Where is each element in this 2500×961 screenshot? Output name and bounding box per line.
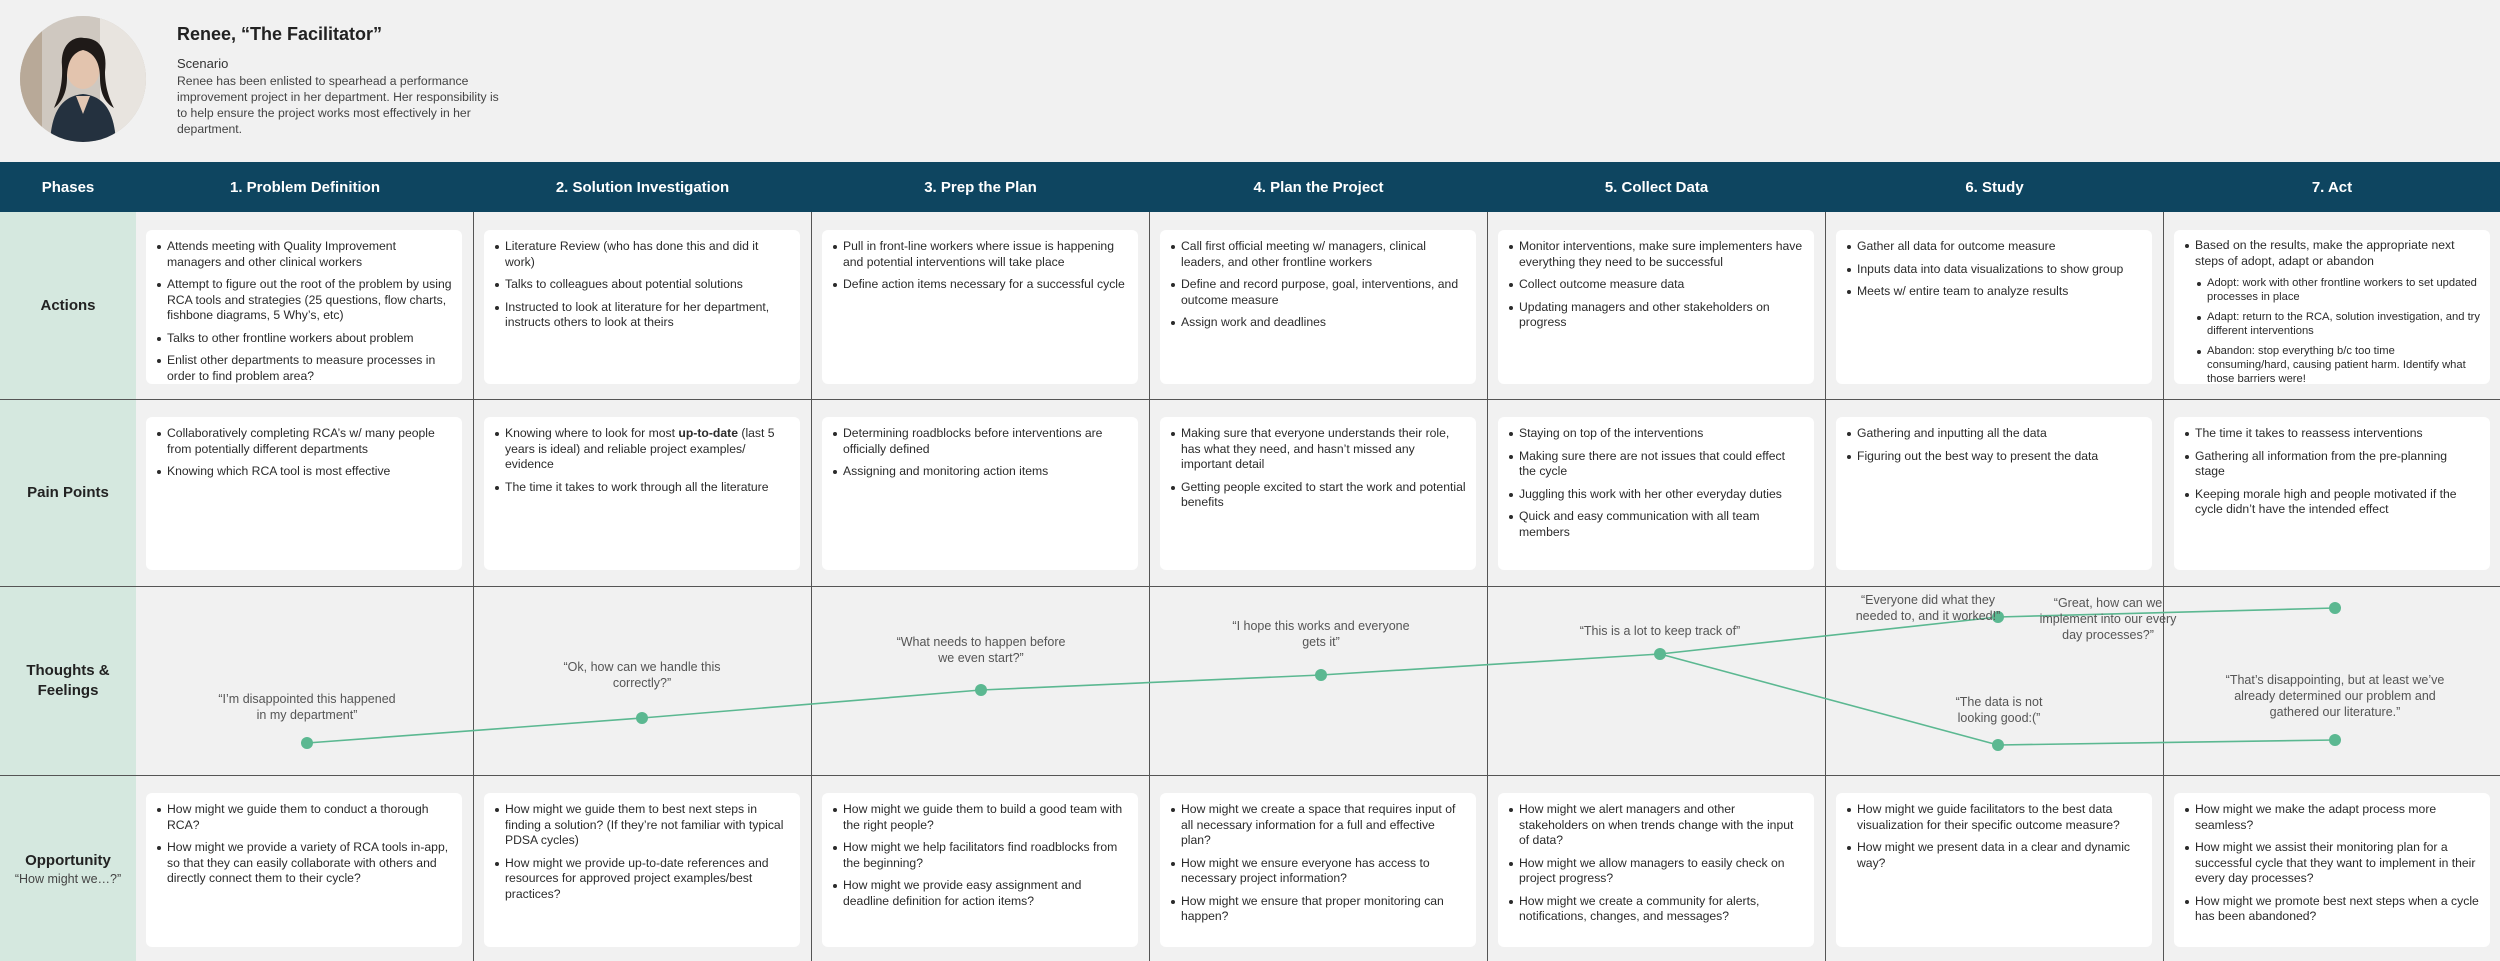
thoughts-label-line1: Thoughts & [26, 662, 110, 679]
list-item: How might we provide a variety of RCA tools in-app, so that they can easily collaborate with others and directly connect them to their cycle? [156, 840, 452, 887]
list-item: Figuring out the best way to present the data [1846, 449, 2142, 465]
opportunity-card-phase-2 [484, 793, 800, 947]
emotion-point [975, 684, 987, 696]
list-item: How might we help facilitators find roadblocks from the beginning? [832, 840, 1128, 871]
phase-5-header: 5. Collect Data [1604, 178, 1709, 196]
actions-card-phase-6 [1836, 230, 2152, 384]
phase-2-header: 2. Solution Investigation [555, 178, 730, 196]
persona-header [0, 0, 2500, 162]
list-item: How might we allow managers to easily check on project progress? [1508, 856, 1804, 887]
list-item: Juggling this work with her other everyday duties [1508, 487, 1804, 503]
opportunity-card-phase-6 [1836, 793, 2152, 947]
phase-header-row [0, 162, 2500, 212]
pain-card-phase-7 [2174, 417, 2490, 570]
list-item: How might we alert managers and other stakeholders on when trends change with the input of data? [1508, 802, 1804, 849]
actions-card-phase-2 [484, 230, 800, 384]
pain-card-phase-5 [1498, 417, 1814, 570]
persona-name: Renee, “The Facilitator” [177, 24, 383, 44]
list-item: Define action items necessary for a successful cycle [832, 277, 1128, 293]
list-item: Pull in front-line workers where issue is happening and potential interventions will take place [832, 239, 1128, 270]
list-item: Gather all data for outcome measure [1846, 239, 2142, 255]
list-item: Inputs data into data visualizations to show group [1846, 262, 2142, 278]
emotion-point [636, 712, 648, 724]
list-item: Literature Review (who has done this and did it work) [494, 239, 790, 270]
list-item: How might we guide them to best next steps in finding a solution? (If they’re not familiar with typical PDSA cycles) [494, 802, 790, 849]
scenario-text: Renee has been enlisted to spearhead a performance improvement project in her department. Her responsibility is to help ensure the project works most effectively in her department. [177, 74, 499, 136]
list-item: Getting people excited to start the work and potential benefits [1170, 480, 1466, 511]
list-subitem-abandon: Abandon: stop everything b/c too time consuming/hard, causing patient harm. Identify what those barriers were! [2196, 344, 2480, 386]
pain-text-before: Knowing where to look for most [505, 426, 679, 440]
pain-card-phase-6 [1836, 417, 2152, 570]
list-item: Updating managers and other stakeholders on progress [1508, 300, 1804, 331]
thought-quote-phase-2: “Ok, how can we handle this correctly?” [563, 660, 721, 690]
list-item: Call first official meeting w/ managers, clinical leaders, and other frontline workers [1170, 239, 1466, 270]
pain-card-phase-2 [484, 417, 800, 570]
thought-quote-phase-7-negative: “That’s disappointing, but at least we’ve already determined our problem and gathered our literature.” [2225, 673, 2445, 719]
thought-quote-phase-7-positive: “Great, how can we implement into our every day processes?” [2039, 596, 2177, 642]
list-subitem-adapt: Adapt: return to the RCA, solution investigation, and try different interventions [2196, 310, 2480, 338]
row-label-thoughts [0, 587, 136, 775]
list-item: Collect outcome measure data [1508, 277, 1804, 293]
grid-divider [0, 775, 2500, 776]
pain-points-label: Pain Points [27, 484, 109, 501]
list-item: How might we guide facilitators to the best data visualization for their specific outcome measure? [1846, 802, 2142, 833]
emotion-point [1315, 669, 1327, 681]
list-item: Determining roadblocks before interventions are officially defined [832, 426, 1128, 457]
avatar-image [20, 16, 146, 142]
list-item: How might we make the adapt process more seamless? [2184, 802, 2480, 833]
emotion-point [1992, 739, 2004, 751]
list-item: How might we present data in a clear and dynamic way? [1846, 840, 2142, 871]
list-item: How might we create a community for alerts, notifications, changes, and messages? [1508, 894, 1804, 925]
phases-label: Phases [41, 178, 95, 196]
actions-card-phase-5 [1498, 230, 1814, 384]
list-item: Making sure there are not issues that could effect the cycle [1508, 449, 1804, 480]
list-item: Making sure that everyone understands their role, has what they need, and hasn’t missed any important detail [1170, 426, 1466, 473]
actions-card-phase-4 [1160, 230, 1476, 384]
list-item: Attends meeting with Quality Improvement managers and other clinical workers [156, 239, 452, 270]
emotion-line-segment [1660, 654, 1998, 745]
list-item: Staying on top of the interventions [1508, 426, 1804, 442]
list-item: Attempt to figure out the root of the problem by using RCA tools and strategies (25 questions, flow charts, fishbone diagrams, 5 Why’s, etc) [156, 277, 452, 324]
pain-text-bold: up-to-date [678, 426, 738, 440]
list-item: Talks to colleagues about potential solutions [494, 277, 790, 293]
list-item: How might we promote best next steps when a cycle has been abandoned? [2184, 894, 2480, 925]
opportunity-card-phase-7 [2174, 793, 2490, 947]
list-item: The time it takes to work through all the literature [494, 480, 790, 496]
list-item: Gathering all information from the pre-planning stage [2184, 449, 2480, 480]
thought-quote-phase-3: “What needs to happen before we even start?” [896, 635, 1066, 665]
row-label-pain-points [0, 400, 136, 586]
actions-label: Actions [40, 296, 96, 314]
row-label-opportunity [0, 776, 136, 961]
emotion-line-segment [1321, 654, 1660, 675]
pain-text-after: (last 5 years is ideal) and reliable project examples/ evidence [505, 426, 775, 471]
phase-6-header: 6. Study [1965, 178, 2024, 196]
pain-card-phase-4 [1160, 417, 1476, 570]
list-subitem-adopt: Adopt: work with other frontline workers to set updated processes in place [2196, 276, 2480, 304]
scenario-label: Scenario [177, 56, 229, 71]
list-item: How might we create a space that requires input of all necessary information for a full and effective plan? [1170, 802, 1466, 849]
pain-card-phase-3 [822, 417, 1138, 570]
avatar [20, 16, 146, 142]
list-item: How might we assist their monitoring plan for a successful cycle that they want to implement in their every day processes? [2184, 840, 2480, 887]
opportunity-sublabel: “How might we…?” [14, 871, 122, 886]
list-item: Assign work and deadlines [1170, 315, 1466, 331]
list-item: Gathering and inputting all the data [1846, 426, 2142, 442]
emotion-line-segment [1998, 740, 2335, 745]
opportunity-label: Opportunity [25, 851, 111, 869]
thought-quote-phase-1: “I’m disappointed this happened in my department” [218, 692, 396, 722]
list-item: Define and record purpose, goal, interventions, and outcome measure [1170, 277, 1466, 308]
list-item: How might we provide easy assignment and deadline definition for action items? [832, 878, 1128, 909]
thought-quote-phase-5: “This is a lot to keep track of” [1579, 624, 1741, 638]
emotion-line-segment [981, 675, 1321, 690]
emotion-point [1654, 648, 1666, 660]
list-item: How might we ensure that proper monitoring can happen? [1170, 894, 1466, 925]
actions-card-phase-7 [2174, 230, 2490, 384]
list-item: Knowing which RCA tool is most effective [156, 464, 452, 480]
list-item [494, 426, 790, 473]
opportunity-card-phase-3 [822, 793, 1138, 947]
list-item: Talks to other frontline workers about problem [156, 331, 452, 347]
list-item: Based on the results, make the appropriate next steps of adopt, adapt or abandon [2184, 238, 2480, 269]
opportunity-card-phase-4 [1160, 793, 1476, 947]
list-item: Collaboratively completing RCA’s w/ many people from potentially different departments [156, 426, 452, 457]
list-item: Instructed to look at literature for her department, instructs others to look at theirs [494, 300, 790, 331]
actions-card-phase-1 [146, 230, 462, 384]
opportunity-card-phase-5 [1498, 793, 1814, 947]
emotion-line-segment [642, 690, 981, 718]
list-item: Keeping morale high and people motivated if the cycle didn’t have the intended effect [2184, 487, 2480, 518]
thought-quote-phase-6-positive: “Everyone did what they needed to, and it worked!” [1855, 593, 2001, 623]
phase-4-header: 4. Plan the Project [1253, 178, 1384, 196]
thoughts-feelings-area [137, 587, 2500, 775]
phase-1-header: 1. Problem Definition [229, 178, 380, 196]
emotion-point [2329, 734, 2341, 746]
list-item: Enlist other departments to measure processes in order to find problem area? [156, 353, 452, 384]
list-item: How might we guide them to conduct a thorough RCA? [156, 802, 452, 833]
grid-divider [0, 399, 2500, 400]
emotion-point [2329, 602, 2341, 614]
phase-7-header: 7. Act [2311, 178, 2353, 196]
list-item: Monitor interventions, make sure implementers have everything they need to be successful [1508, 239, 1804, 270]
pain-card-phase-1 [146, 417, 462, 570]
thoughts-label-line2: Feelings [37, 682, 99, 699]
list-item: How might we ensure everyone has access to necessary project information? [1170, 856, 1466, 887]
list-item: The time it takes to reassess interventions [2184, 426, 2480, 442]
list-item: Quick and easy communication with all team members [1508, 509, 1804, 540]
list-item: How might we provide up-to-date references and resources for approved project examples/best practices? [494, 856, 790, 903]
row-label-actions [0, 212, 136, 399]
list-item: Meets w/ entire team to analyze results [1846, 284, 2142, 300]
actions-card-phase-3 [822, 230, 1138, 384]
list-item: Assigning and monitoring action items [832, 464, 1128, 480]
phase-3-header: 3. Prep the Plan [924, 178, 1037, 196]
thought-quote-phase-6-negative: “The data is not looking good:(” [1955, 695, 2043, 725]
list-item: How might we guide them to build a good team with the right people? [832, 802, 1128, 833]
emotion-point [301, 737, 313, 749]
opportunity-card-phase-1 [146, 793, 462, 947]
thought-quote-phase-4: “I hope this works and everyone gets it” [1232, 619, 1410, 649]
